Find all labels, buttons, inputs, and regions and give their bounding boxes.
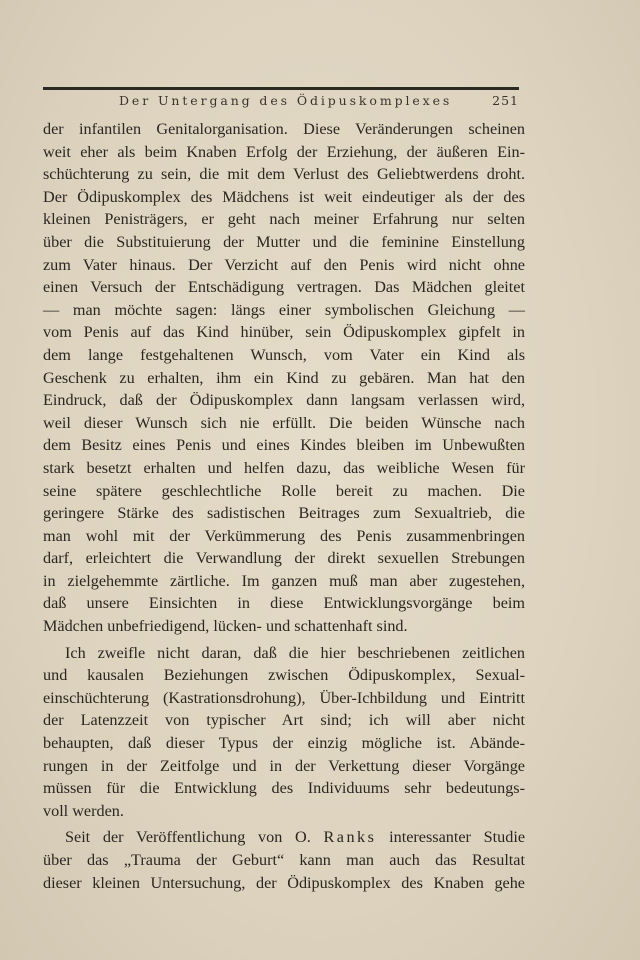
text-line: der infantilen Genitalorganisation. Diese Veränderungen scheinen: [43, 120, 525, 138]
page-number: 251: [492, 93, 519, 108]
running-header: [43, 93, 519, 113]
author-name-spaced: Ranks: [323, 828, 377, 847]
text-line: einschüchterung (Kastrationsdrohung), Über-Ichbildung und Eintritt: [43, 688, 525, 707]
text-line: Ich zweifle nicht daran, daß die hier beschriebenen zeitlichen: [65, 643, 525, 662]
text-line: Der Ödipuskomplex des Mädchens ist weit eindeutiger als der des: [43, 187, 525, 206]
body-text: [43, 118, 525, 894]
text-line: vom Penis auf das Kind hinüber, sein Ödipuskomplex gipfelt in: [43, 323, 525, 342]
text-line: und kausalen Beziehungen zwischen Ödipuskomplex, Sexual-: [43, 666, 525, 685]
text-line: müssen für die Entwicklung des Individuums sehr bedeutungs-: [43, 779, 525, 798]
text-line: dem lange festgehaltenen Wunsch, vom Vater ein Kind als: [43, 345, 525, 364]
text-line: weil dieser Wunsch sich nie erfüllt. Die beiden Wünsche nach: [43, 413, 525, 432]
text-line: über das „Trauma der Geburt“ kann man auch das Resultat: [43, 851, 525, 869]
text-line: Eindruck, daß der Ödipuskomplex dann langsam verlassen wird,: [43, 391, 525, 410]
text-line: Geschenk zu erhalten, ihm ein Kind zu gebären. Man hat den: [43, 368, 525, 387]
text-line: schüchterung zu sein, die mit dem Verlust des Geliebtwerdens droht.: [43, 165, 525, 184]
text-line: man wohl mit der Verkümmerung des Penis zusammenbringen: [43, 526, 525, 545]
text-line: Mädchen unbefriedigend, lücken- und schattenhaft sind.: [43, 617, 408, 636]
text-line: daß unsere Einsichten in diese Entwicklungsvorgänge beim: [43, 594, 525, 613]
text-span: Seit der Veröffentlichung von O.: [65, 828, 311, 847]
text-line: in zielgehemmte zärtliche. Im ganzen muß man aber zugestehen,: [43, 571, 525, 590]
header-rule: [43, 87, 519, 90]
text-line: behaupten, daß dieser Typus der einzig mögliche ist. Abände-: [43, 734, 525, 753]
text-line: — man möchte sagen: längs einer symbolischen Gleichung —: [43, 300, 525, 319]
text-line: über die Substituierung der Mutter und die feminine Einstellung: [43, 232, 525, 251]
text-line: dem Besitz eines Penis und eines Kindes bleiben im Unbewußten: [43, 436, 525, 455]
text-line: zum Vater hinaus. Der Verzicht auf den Penis wird nicht ohne: [43, 255, 525, 274]
running-title: Der Untergang des Ödipuskomplexes: [119, 93, 453, 108]
text-line: weit eher als beim Knaben Erfolg der Erziehung, der äußeren Ein-: [43, 142, 525, 161]
text-line: einen Versuch der Entschädigung vertragen. Das Mädchen gleitet: [43, 278, 525, 297]
text-line: stark besetzt erhalten und helfen dazu, das weibliche Wesen für: [43, 458, 525, 477]
text-line: kleinen Penisträgers, er geht nach meiner Erfahrung nur selten: [43, 210, 525, 229]
text-line: voll werden.: [43, 801, 124, 820]
text-span: interessanter Studie: [389, 828, 526, 847]
text-line: rungen in der Zeitfolge und in der Verkettung dieser Vorgänge: [43, 756, 525, 775]
text-line: darf, erleichtert die Verwandlung der direkt sexuellen Strebungen: [43, 549, 525, 568]
text-line: [43, 826, 525, 849]
text-line: seine spätere geschlechtliche Rolle bereit zu machen. Die: [43, 481, 525, 500]
text-line: dieser kleinen Untersuchung, der Ödipuskomplex des Knaben gehe: [43, 873, 525, 892]
text-line: geringere Stärke des sadistischen Beitrages zum Sexualtrieb, die: [43, 504, 525, 523]
text-line: der Latenzzeit von typischer Art sind; ich will aber nicht: [43, 711, 525, 730]
